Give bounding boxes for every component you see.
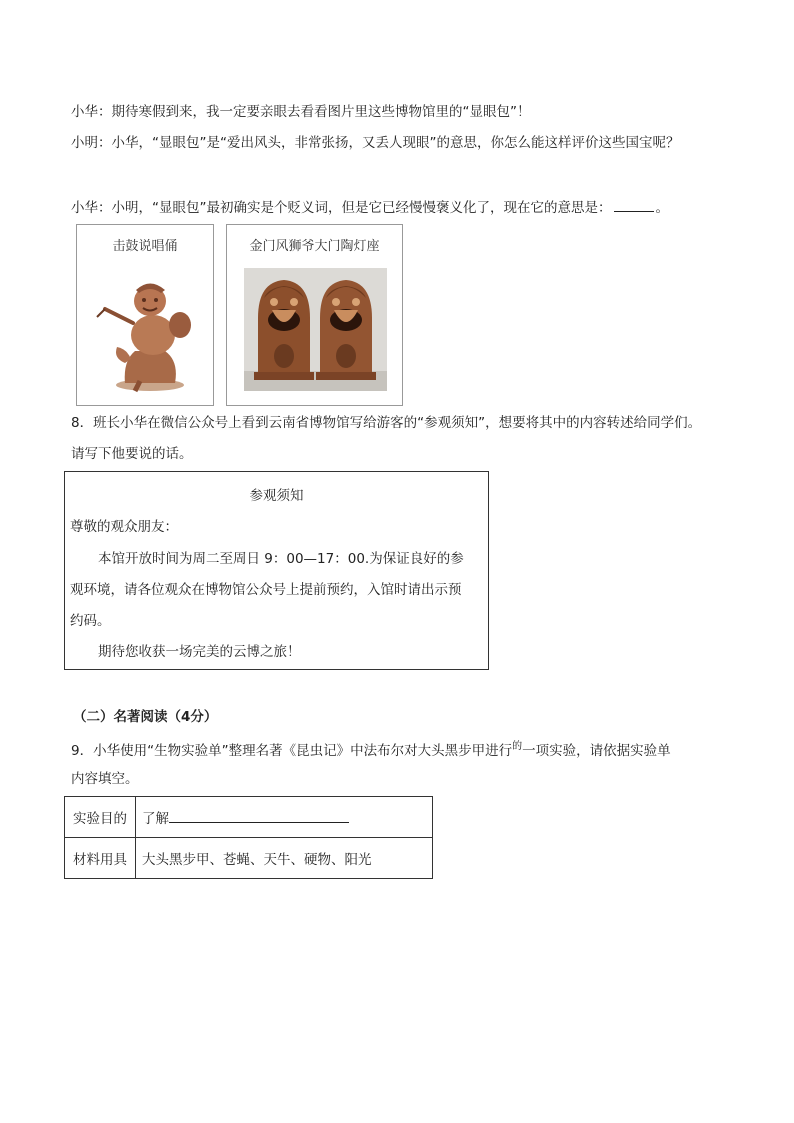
dialog-line-3 — [71, 197, 669, 218]
q9-line-1 — [71, 741, 671, 763]
table-key-purpose: 实验目的 — [65, 797, 136, 838]
photo-title: 金门风狮爷大门陶灯座 — [249, 239, 380, 254]
table-row — [65, 838, 433, 879]
experiment-sheet-table — [64, 796, 433, 879]
dialog-line-1: 小华：期待寒假到来，我一定要亲眼去看看图片里这些博物馆里的“显眼包”！ — [71, 104, 531, 120]
table-row — [65, 797, 433, 838]
table-key-materials: 材料用具 — [65, 838, 136, 879]
purpose-answer-blank[interactable] — [169, 808, 349, 823]
dialog-line-3-end: 。 — [655, 200, 669, 216]
section-title: （二）名著阅读（4分） — [73, 709, 218, 725]
photo-title: 击鼓说唱俑 — [112, 239, 178, 254]
notice-paragraph-1c: 约码。 — [70, 613, 111, 629]
drum-storyteller-figurine-image — [95, 263, 195, 393]
dialog-line-2: 小明：小华，“显眼包”是“爱出风头，非常张扬，又丢人现眼”的意思，你怎么能这样评价这些国宝呢？ — [71, 135, 680, 151]
answer-blank[interactable] — [614, 197, 654, 212]
table-value-materials: 大头黑步甲、苍蝇、天牛、硬物、阳光 — [136, 838, 433, 879]
notice-paragraph-1a: 本馆开放时间为周二至周日 9：00—17：00.为保证良好的参 — [98, 551, 464, 567]
visitor-notice-box — [64, 471, 489, 670]
dialog-line-3-text: 小华：小明，“显眼包”最初确实是个贬义词，但是它已经慢慢褒义化了，现在它的意思是： — [71, 200, 612, 216]
q9-line-1b: 一项实验，请依据实验单 — [522, 743, 671, 759]
q9-line-2: 内容填空。 — [71, 771, 139, 787]
purpose-prefix: 了解 — [142, 811, 169, 827]
q8-line-2: 请写下他要说的话。 — [71, 446, 193, 462]
notice-title: 参观须知 — [249, 488, 304, 504]
photo-lion-lamp-stand — [226, 224, 403, 406]
notice-paragraph-1b: 观环境，请各位观众在博物馆公众号上提前预约，入馆时请出示预 — [70, 582, 462, 598]
notice-paragraph-2: 期待您收获一场完美的云博之旅！ — [98, 644, 301, 660]
q9-line-1a: 9．小华使用“生物实验单”整理名著《昆虫记》中法布尔对大头黑步甲进行 — [71, 743, 513, 759]
photo-drum-figurine — [76, 224, 214, 406]
wind-lion-lamp-stand-image — [244, 268, 387, 391]
notice-greeting: 尊敬的观众朋友： — [70, 519, 178, 535]
table-value-purpose — [136, 797, 433, 838]
q9-superscript: 的 — [512, 741, 523, 752]
q8-line-1: 8．班长小华在微信公众号上看到云南省博物馆写给游客的“参观须知”，想要将其中的内容转述给同学们。 — [71, 415, 702, 431]
